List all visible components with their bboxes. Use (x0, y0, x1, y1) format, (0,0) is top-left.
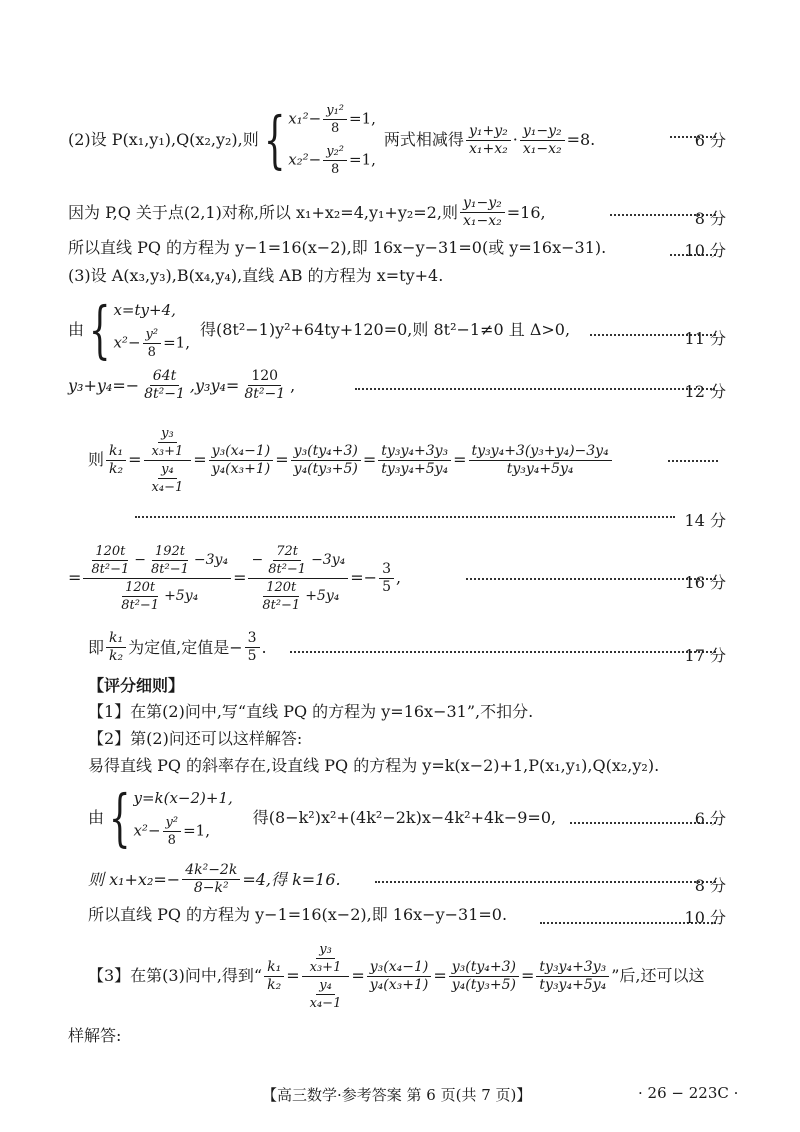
symmetry-fraction: $\frac{\text{y₁−y₂}}{\text{x₁−x₂}}$ (460, 195, 505, 230)
symmetry-result: =16, (506, 202, 546, 222)
score-8-alt: 8 分 (694, 876, 726, 895)
result-fraction: $\frac{3}{5}$ (379, 561, 394, 596)
fraction-sum: $\frac{\text{y₁+y₂}}{\text{x₁+x₂}}$ (466, 123, 511, 158)
then-text: 则 (88, 450, 105, 469)
score-6-alt: 6 分 (694, 809, 726, 828)
subtract-result: =8. (566, 130, 596, 149)
alt-sum-fraction: $\frac{\text{4k²−2k}}{\text{8−k²}}$ (182, 862, 240, 897)
alt-intro: 易得直线 PQ 的斜率存在,设直线 PQ 的方程为 y=k(x−2)+1,P(x₁,y₁),Q(x₂,y₂). (88, 756, 660, 775)
part2-system (259, 102, 376, 178)
footer-code: · 26 − 223C · (638, 1084, 739, 1102)
vieta-sum-fraction: $\frac{64t}{\text{8t²−1}}$ (144, 368, 185, 402)
score-17: 17 分 (684, 646, 726, 665)
calculation-line: = $\frac{120t}{\text{8t²−1}}$ − $\frac{192t}{\text{8t²−1}}$ −3y₄ $\frac{120t}{\text{8t²−1}}$ +5y₄ = − $\frac{72t}{\text{8t²−1}}$ −3y₄ $\frac{120t}{\text{8t²−1}}$ +5y₄ =− $\frac{3}{5}$ , (68, 543, 402, 613)
rubric-item-1: 【1】在第(2)问中,写“直线 PQ 的方程为 y=16x−31”,不扣分. (88, 702, 534, 721)
alt-system (104, 781, 233, 854)
score-11: 11 分 (684, 329, 726, 348)
score-10-alt: 10 分 (684, 908, 726, 927)
vieta-line: y₃+y₄=− $\frac{64t}{\text{8t²−1}}$ ,y₃y₄= $\frac{120}{\text{8t²−1}}$ , (68, 368, 296, 402)
system-eq2: x₂²− $\frac{\text{y₂²}}{8}$ =1, (288, 144, 376, 177)
quadratic-condition: 得(8t²−1)y²+64ty+120=0,则 8t²−1≠0 且 Δ>0, (199, 320, 571, 339)
score-16: 16 分 (684, 573, 726, 592)
part3-system (84, 293, 190, 366)
ratio-step3: $\frac{\text{y₃(ty₄+3)}}{\text{y₄(ty₃+5)}}$ (291, 443, 361, 478)
alt-quadratic: 得(8−k²)x²+(4k²−2k)x−4k²+4k−9=0, (252, 808, 557, 827)
by-text: 由 (68, 320, 85, 339)
by-text: 由 (88, 808, 105, 827)
system-hyperbola: x²− $\frac{\text{y²}}{8}$ =1, (113, 326, 190, 360)
leader-dots (375, 881, 716, 883)
part2-setup-line (68, 100, 595, 180)
alt-system-hyperbola: x²− $\frac{\text{y²}}{8}$ =1, (133, 814, 210, 848)
score-12: 12 分 (684, 382, 726, 401)
ratio-step5: $\frac{\text{ty₃y₄+3(y₃+y₄)−3y₄}}{\text{ty₃y₄+5y₄}}$ (469, 443, 612, 478)
leader-dots (355, 388, 715, 390)
ratio-step2: $\frac{\text{y₃(x₄−1)}}{\text{y₄(x₃+1)}}$ (367, 959, 432, 994)
conclusion-line: 即 $\frac{\text{k₁}}{\text{k₂}}$ 为定值,定值是− $\frac{3}{5}$ . (88, 630, 267, 664)
k-ratio: $\frac{\text{k₁}}{\text{k₂}}$ (264, 959, 284, 994)
ratio-step4: $\frac{\text{ty₃y₄+3y₃}}{\text{ty₃y₄+5y₄}}$ (536, 959, 609, 994)
alt-system-line (88, 780, 556, 856)
ratio-step2: $\frac{\text{y₃(x₄−1)}}{\text{y₄(x₃+1)}}$ (209, 443, 274, 478)
brace-symbol: { (88, 293, 111, 366)
leader-dots (466, 578, 716, 580)
constant-fraction: $\frac{3}{5}$ (245, 630, 260, 665)
compound-fraction: $\frac{\frac{\text{y₃}}{\text{x₃+1}}}{\frac{\text{y₄}}{\text{x₄−1}}}$ (144, 425, 192, 496)
leader-dots (290, 651, 716, 653)
subtract-text: 两式相减得 (383, 130, 464, 149)
multiply-dot: · (512, 130, 518, 149)
alt-line-equation: 所以直线 PQ 的方程为 y−1=16(x−2),即 16x−y−31=0. (88, 905, 508, 924)
rubric-item-3-cont: 样解答: (68, 1026, 122, 1045)
system-eq1: x₁²− $\frac{\text{y₁²}}{8}$ =1, (288, 103, 376, 136)
score-8: 8 分 (694, 209, 726, 228)
alt-system-line-eq: y=k(x−2)+1, (133, 788, 233, 807)
leader-dots (135, 516, 675, 518)
score-10: 10 分 (684, 241, 726, 260)
ratio-line: 则 $\frac{\text{k₁}}{\text{k₂}}$ = $\frac{\frac{\text{y₃}}{\text{x₃+1}}}{\frac{\text{y₄}}{\text{x₄−1}}}$ = $\frac{\text{y₃(x₄−1)}}{\text{y₄(x₃+1)}}$ = $\frac{\text{y₃(ty₄+3)}}{\text{y₄(ty₃+5)}}$ = $\frac{\text{ty₃y₄+3y₃}}{\text{ty₃y₄+5y₄}}$ = $\frac{\text{ty₃y₄+3(y₃+y₄)−3y₄}}{\text{ty₃y₄+5y₄}}$ (88, 420, 614, 500)
brace-symbol: { (108, 781, 131, 854)
symmetry-line (68, 195, 546, 230)
rubric-item-3: 【3】在第(3)问中,得到“ $\frac{\text{k₁}}{\text{k₂}}$ = $\frac{\frac{\text{y₃}}{\text{x₃+1}}}{\frac{\text{y₄}}{\text{x₄−1}}}$ = $\frac{\text{y₃(x₄−1)}}{\text{y₄(x₃+1)}}$ = $\frac{\text{y₃(ty₄+3)}}{\text{y₄(ty₃+5)}}$ = $\frac{\text{ty₃y₄+3y₃}}{\text{ty₃y₄+5y₄}}$ ”后,还可以这 (88, 941, 705, 1011)
score-14: 14 分 (684, 511, 726, 530)
brace-symbol: { (263, 103, 286, 176)
k-ratio: $\frac{\text{k₁}}{\text{k₂}}$ (106, 443, 126, 478)
compound-fraction: $\frac{\frac{\text{y₃}}{\text{x₃+1}}}{\frac{\text{y₄}}{\text{x₄−1}}}$ (302, 941, 350, 1012)
part3-system-line (68, 292, 570, 368)
leader-dots (668, 460, 718, 462)
ratio-step4: $\frac{\text{ty₃y₄+3y₃}}{\text{ty₃y₄+5y₄}}$ (378, 443, 451, 478)
ratio-step3: $\frac{\text{y₃(ty₄+3)}}{\text{y₄(ty₃+5)}}$ (449, 959, 519, 994)
k-ratio: $\frac{\text{k₁}}{\text{k₂}}$ (106, 630, 126, 665)
rubric-title: 【评分细则】 (88, 676, 185, 695)
big-fraction-1: $\frac{120t}{\text{8t²−1}}$ − $\frac{192t}{\text{8t²−1}}$ −3y₄ $\frac{120t}{\text{8t²−1}}$ +5y₄ (83, 543, 231, 614)
rubric-item-2: 【2】第(2)问还可以这样解答: (88, 729, 303, 748)
vieta-product-fraction: $\frac{120}{\text{8t²−1}}$ (244, 368, 286, 402)
big-fraction-2: − $\frac{72t}{\text{8t²−1}}$ −3y₄ $\frac{120t}{\text{8t²−1}}$ +5y₄ (248, 543, 348, 614)
score-6: 6 分 (694, 131, 726, 150)
part3-intro: (3)设 A(x₃,y₃),B(x₄,y₄),直线 AB 的方程为 x=ty+4. (68, 266, 444, 285)
footer-title: 【高三数学·参考答案 第 6 页(共 7 页)】 (262, 1086, 532, 1104)
line-equation: 所以直线 PQ 的方程为 y−1=16(x−2),即 16x−y−31=0(或 y=16x−31). (68, 238, 607, 257)
symmetry-text: 因为 P,Q 关于点(2,1)对称,所以 x₁+x₂=4,y₁+y₂=2,则 (68, 202, 458, 222)
fraction-diff: $\frac{\text{y₁−y₂}}{\text{x₁−x₂}}$ (520, 123, 565, 158)
system-line: x=ty+4, (113, 300, 176, 319)
part2-intro: (2)设 P(x₁,y₁),Q(x₂,y₂),则 (68, 130, 259, 149)
alt-sum-line: 则 x₁+x₂=− $\frac{\text{4k²−2k}}{\text{8−k²}}$ =4,得 k=16. (88, 862, 341, 896)
